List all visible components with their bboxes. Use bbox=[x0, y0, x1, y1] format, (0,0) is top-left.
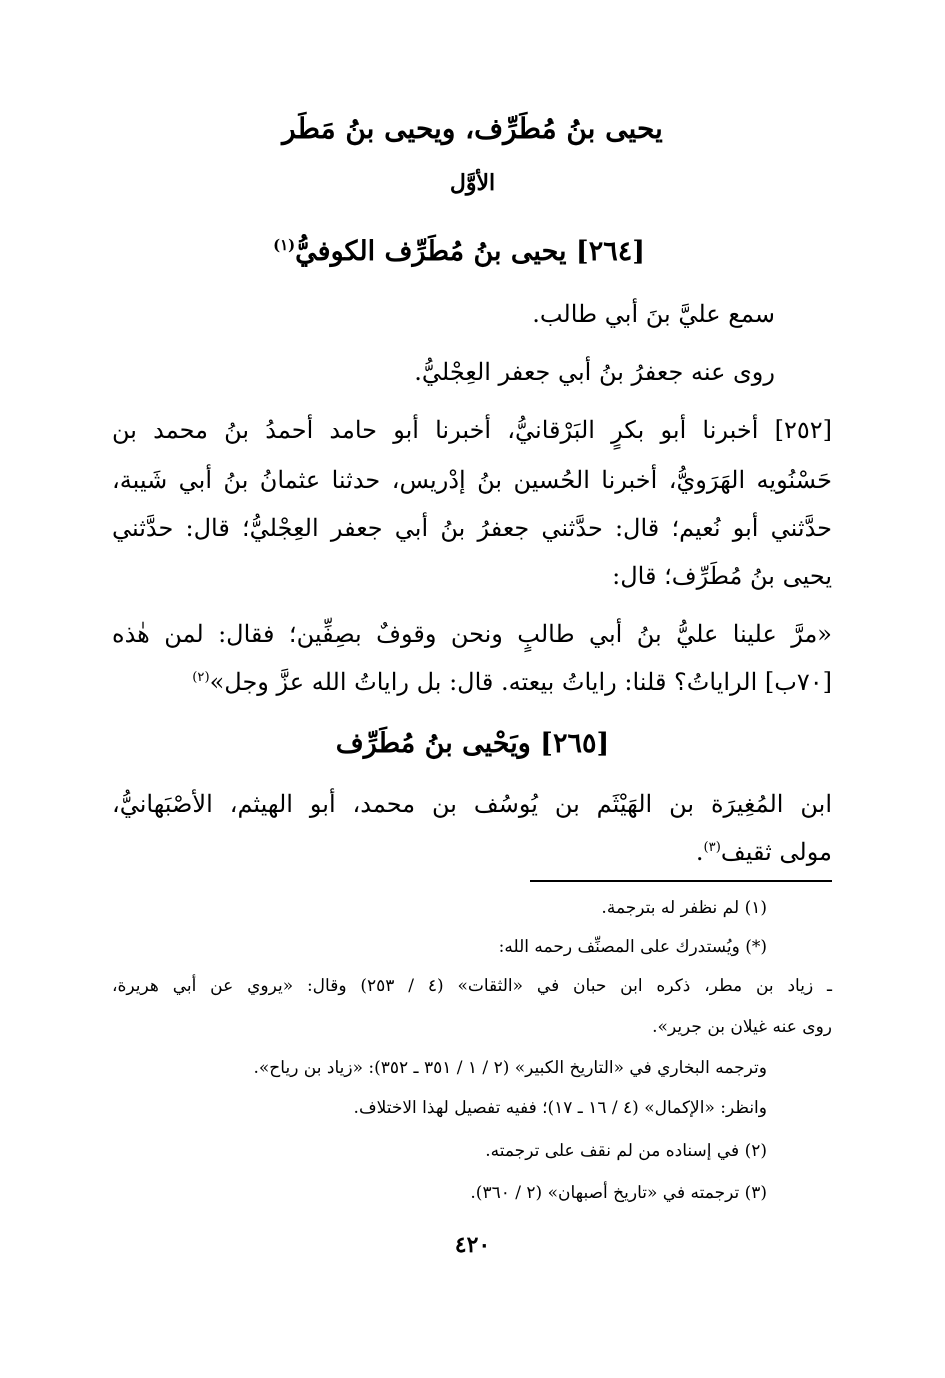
footnote-star-line-2: روى عنه غيلان بن جرير». bbox=[652, 1017, 832, 1037]
entry-265-heading: [٢٦٥] ويَحْيى بنُ مُطَرِّف bbox=[335, 728, 610, 759]
entry-265-line-1: ابن المُغِيرَة بن الهَيْثَم بن يُوسُف بن محمد، أبو الهيثم، الأصْبَهانيُّ، bbox=[112, 790, 832, 818]
entry-265-line-2-text: مولى ثقيف bbox=[720, 838, 832, 866]
entry-264-heading bbox=[273, 236, 645, 267]
entry-264-line-1: سمع عليَّ بنَ أبي طالب. bbox=[532, 300, 775, 328]
hadith-252-line-4: يحيى بنُ مُطَرِّف؛ قال: bbox=[612, 562, 832, 590]
footnote-ref-3: (٣) bbox=[703, 840, 721, 855]
hadith-252-quote-text: [٧٠ب] الراياتُ؟ قلنا: راياتُ بيعته. قال: بل راياتُ الله عزَّ وجل» bbox=[209, 668, 832, 696]
footnote-star-line-4: وانظر: «الإكمال» (٤ / ١٦ ـ ١٧)؛ ففيه تفصيل لهذا الاختلاف. bbox=[353, 1098, 767, 1118]
entry-264-line-2: روى عنه جعفرُ بنُ أبي جعفر العِجْليُّ. bbox=[414, 358, 775, 386]
footnote-star-line-3: وترجمه البخاري في «التاريخ الكبير» (٢ / ١ / ٣٥١ ـ ٣٥٢): «زياد بن رياح». bbox=[253, 1058, 767, 1078]
chapter-title: يحيى بنُ مُطَرِّف، ويحيى بنُ مَطَر bbox=[282, 112, 663, 145]
footnote-star-line-1: ـ زياد بن مطر، ذكره ابن حبان في «الثقات» (٤ / ٢٥٣) وقال: «يروي عن أبي هريرة، bbox=[112, 976, 832, 996]
hadith-252-quote-line-2 bbox=[192, 668, 832, 696]
chapter-subtitle: الأوَّل bbox=[449, 170, 496, 196]
hadith-252-line-2: حَسْنُويه الهَرَويُّ، أخبرنا الحُسين بنُ إدْريس، حدثنا عثمانُ بنُ أبي شَيبة، bbox=[112, 466, 832, 494]
footnote-2: (٢) في إسناده من لم نقف على ترجمته. bbox=[485, 1141, 767, 1161]
footnote-star: (*) ويُستدرك على المصنِّف رحمه الله: bbox=[498, 937, 767, 957]
footnote-1: (١) لم نظفر له بترجمة. bbox=[601, 898, 767, 918]
footnote-ref-2: (٢) bbox=[192, 670, 210, 685]
footnote-ref-1: (١) bbox=[273, 236, 296, 254]
page-number: ٤٢٠ bbox=[454, 1232, 491, 1258]
hadith-252-quote-line-1: «مرَّ علينا عليُّ بنُ أبي طالبٍ ونحن وقوفٌ بصِفِّين؛ فقال: لمن هٰذه bbox=[112, 620, 832, 648]
footnote-separator bbox=[530, 880, 832, 882]
entry-264-heading-text: [٢٦٤] يحيى بنُ مُطَرِّف الكوفيُّ bbox=[295, 236, 645, 267]
entry-265-line-2-end: . bbox=[695, 838, 704, 866]
entry-265-line-2 bbox=[696, 838, 832, 866]
hadith-252-line-1: [٢٥٢] أخبرنا أبو بكرٍ البَرْقانيُّ، أخبرنا أبو حامد أحمدُ بنُ محمد بن bbox=[112, 416, 832, 444]
footnote-3: (٣) ترجمته في «تاريخ أصبهان» (٢ / ٣٦٠). bbox=[470, 1183, 767, 1203]
hadith-252-line-3: حدَّثني أبو نُعيم؛ قال: حدَّثني جعفرُ بنُ أبي جعفر العِجْليُّ؛ قال: حدَّثني bbox=[112, 514, 832, 542]
